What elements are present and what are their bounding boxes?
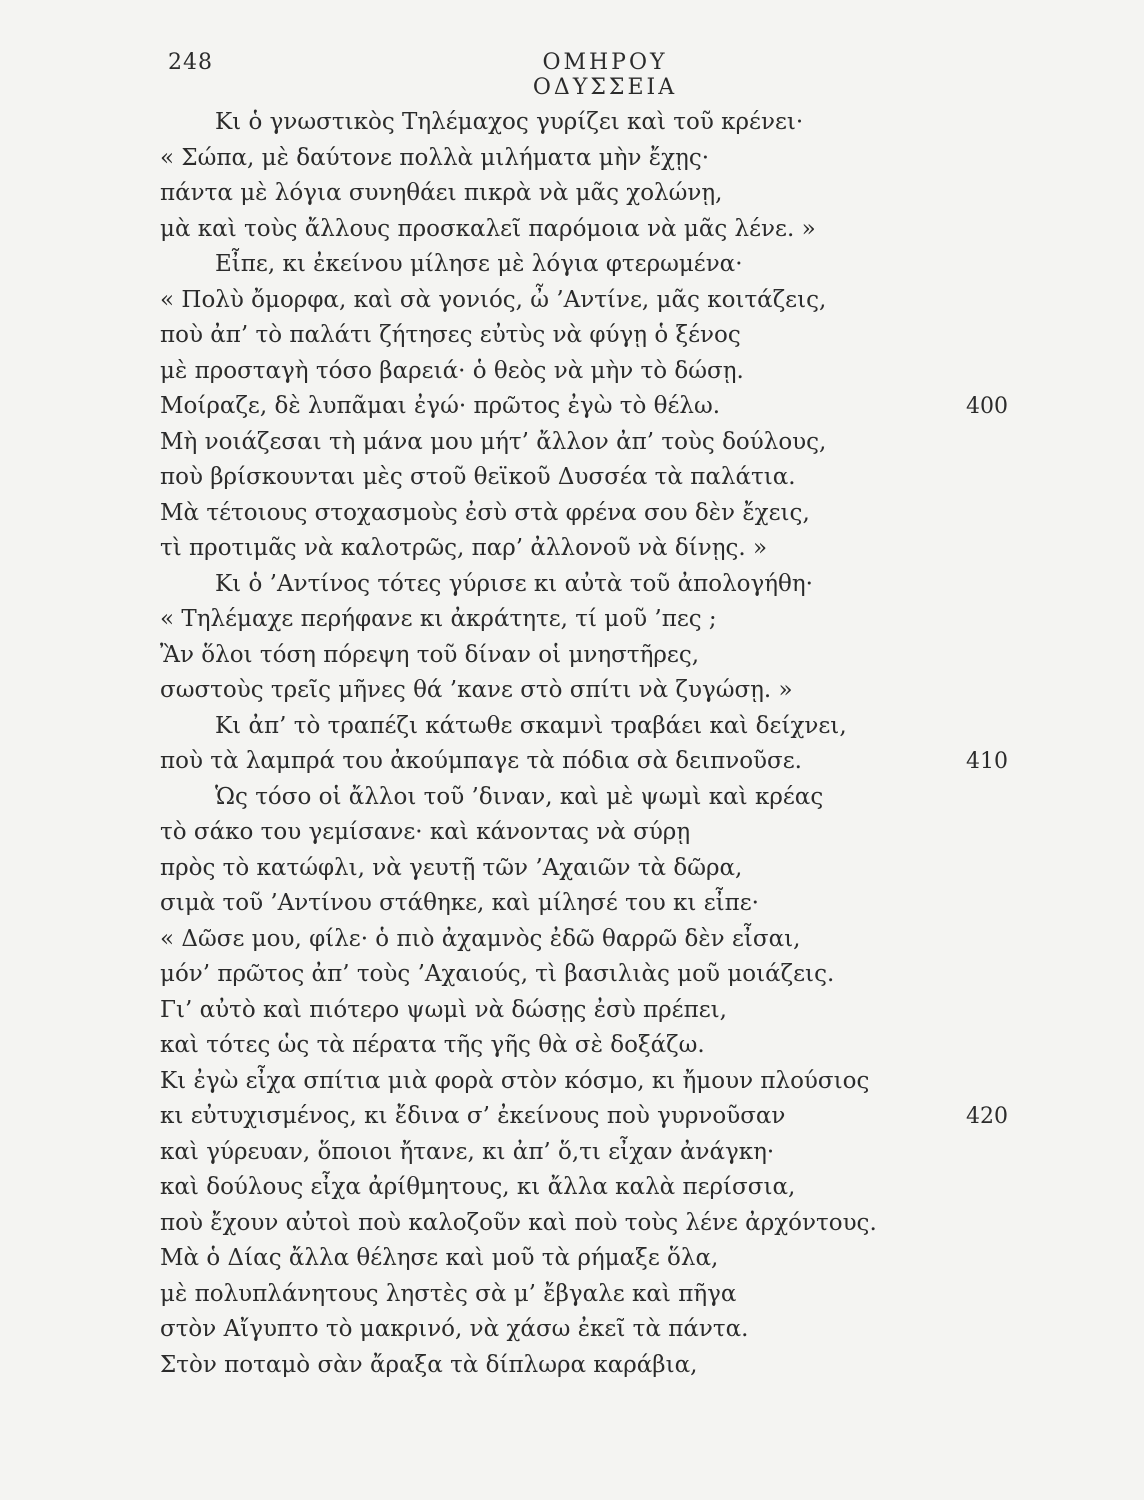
verse-text: Μὴ νοιάζεσαι τὴ μάνα μου μήτ’ ἄλλον ἀπ’ τοὺς δούλους, (160, 428, 827, 455)
line-number: 420 (966, 1104, 1008, 1129)
verse-line (160, 354, 1080, 390)
verse-line (160, 1135, 1080, 1171)
verse-line (160, 1064, 1080, 1100)
verse-text: σιμὰ τοῦ ’Αντίνου στάθηκε, καὶ μίλησέ του κι εἶπε· (160, 890, 759, 916)
verse-text: Κι ὁ ’Αντίνος τότες γύρισε κι αὐτὰ τοῦ ἀπολογήθη· (215, 570, 813, 597)
verse-line (160, 1099, 1080, 1135)
line-number: 410 (966, 749, 1008, 774)
verse-line (160, 283, 1080, 319)
verse-text: ποὺ βρίσκουνται μὲς στοῦ θεϊκοῦ Δυσσέα τὰ παλάτια. (160, 464, 796, 490)
verse-text: ποὺ τὰ λαμπρά του ἀκούμπαγε τὰ πόδια σὰ δειπνοῦσε. (160, 748, 802, 774)
verse-line (160, 247, 1080, 283)
verse-text: Κι ἀπ’ τὸ τραπέζι κάτωθε σκαμνὶ τραβάει καὶ δείχνει, (215, 712, 847, 739)
verse-text: Γι’ αὐτὸ καὶ πιότερο ψωμὶ νὰ δώσῃς ἐσὺ πρέπει, (160, 996, 727, 1023)
verse-text: Μοίραζε, δὲ λυπᾶμαι ἐγώ· πρῶτος ἐγὼ τὸ θέλω. (160, 393, 721, 419)
verse-text: « Σώπα, μὲ δαύτονε πολλὰ μιλήματα μὴν ἔχῃς· (160, 144, 710, 171)
verse-line (160, 673, 1080, 709)
verse-line (160, 709, 1080, 745)
verse-line (160, 1028, 1080, 1064)
verse-text: ποὺ ἀπ’ τὸ παλάτι ζήτησες εὐτὺς νὰ φύγῃ ὁ ξένος (160, 322, 741, 348)
verse-line (160, 1170, 1080, 1206)
verse-line (160, 957, 1080, 993)
verse-line (160, 1277, 1080, 1313)
verse-line (160, 744, 1080, 780)
verse-line (160, 780, 1080, 816)
verse-text: ποὺ ἔχουν αὐτοὶ ποὺ καλοζοῦν καὶ ποὺ τοὺς λένε ἀρχόντους. (160, 1209, 877, 1236)
verse-line (160, 531, 1080, 567)
verse-block (160, 105, 1080, 1383)
verse-line (160, 460, 1080, 496)
verse-text: τὶ προτιμᾶς νὰ καλοτρῶς, παρ’ ἀλλονοῦ νὰ δίνῃς. » (160, 535, 768, 561)
verse-text: Ὡς τόσο οἱ ἄλλοι τοῦ ’διναν, καὶ μὲ ψωμὶ καὶ κρέας (215, 783, 824, 810)
verse-text: πάντα μὲ λόγια συνηθάει πικρὰ νὰ μᾶς χολώνῃ, (160, 180, 723, 206)
verse-text: μὰ καὶ τοὺς ἄλλους προσκαλεῖ παρόμοια νὰ μᾶς λένε. » (160, 215, 816, 242)
verse-line (160, 212, 1080, 248)
verse-text: Κι ἐγὼ εἶχα σπίτια μιὰ φορὰ στὸν κόσμο, κι ἤμουν πλούσιος (160, 1067, 870, 1094)
verse-line (160, 1348, 1080, 1384)
verse-line (160, 176, 1080, 212)
verse-text: Μὰ τέτοιους στοχασμοὺς ἐσὺ στὰ φρένα σου δὲν ἔχεις, (160, 499, 810, 526)
verse-line (160, 105, 1080, 141)
verse-line (160, 815, 1080, 851)
verse-line (160, 318, 1080, 354)
verse-text: πρὸς τὸ κατώφλι, νὰ γευτῇ τῶν ’Αχαιῶν τὰ δῶρα, (160, 854, 743, 881)
page-number: 248 (168, 50, 213, 75)
verse-text: τὸ σάκο του γεμίσανε· καὶ κάνοντας νὰ σύρῃ (160, 819, 691, 845)
verse-text: μὲ πολυπλάνητους ληστὲς σὰ μ’ ἔβγαλε καὶ πῆγα (160, 1280, 737, 1307)
verse-line (160, 851, 1080, 887)
verse-line (160, 886, 1080, 922)
verse-line (160, 496, 1080, 532)
verse-text: καὶ τότες ὡς τὰ πέρατα τῆς γῆς θὰ σὲ δοξάζω. (160, 1032, 705, 1058)
verse-line (160, 638, 1080, 674)
verse-line (160, 1312, 1080, 1348)
verse-text: μὲ προσταγὴ τόσο βαρειά· ὁ θεὸς νὰ μὴν τὸ δώσῃ. (160, 357, 744, 384)
verse-text: καὶ δούλους εἶχα ἀρίθμητους, κι ἄλλα καλὰ περίσσια, (160, 1174, 796, 1200)
line-number: 400 (966, 394, 1008, 419)
verse-text: Ἂν ὅλοι τόση πόρεψη τοῦ δίναν οἱ μνηστῆρες, (160, 641, 700, 668)
verse-text: « Πολὺ ὄμορφα, καὶ σὰ γονιός, ὦ ’Αντίνε, μᾶς κοιτάζεις, (160, 286, 827, 313)
verse-line (160, 425, 1080, 461)
verse-line (160, 993, 1080, 1029)
verse-text: καὶ γύρευαν, ὅποιοι ἤτανε, κι ἀπ’ ὅ,τι εἶχαν ἀνάγκη· (160, 1138, 775, 1165)
verse-text: στὸν Αἴγυπτο τὸ μακρινό, νὰ χάσω ἐκεῖ τὰ πάντα. (160, 1316, 749, 1342)
verse-text: Εἶπε, κι ἐκείνου μίλησε μὲ λόγια φτερωμένα· (215, 251, 743, 277)
verse-line (160, 567, 1080, 603)
verse-line (160, 1206, 1080, 1242)
verse-text: Στὸν ποταμὸ σὰν ἄραξα τὰ δίπλωρα καράβια, (160, 1351, 698, 1378)
verse-text: κι εὐτυχισμένος, κι ἔδινα σ’ ἐκείνους ποὺ γυρνοῦσαν (160, 1103, 786, 1129)
verse-line (160, 602, 1080, 638)
verse-line (160, 389, 1080, 425)
verse-text: Κι ὁ γνωστικὸς Τηλέμαχος γυρίζει καὶ τοῦ κρένει· (215, 109, 804, 135)
verse-text: « Τηλέμαχε περήφανε κι ἀκράτητε, τί μοῦ ’πες ; (160, 606, 717, 632)
verse-line (160, 1241, 1080, 1277)
verse-line (160, 922, 1080, 958)
verse-text: μόν’ πρῶτος ἀπ’ τοὺς ’Αχαιούς, τὶ βασιλιὰς μοῦ μοιάζεις. (160, 961, 835, 987)
verse-text: « Δῶσε μου, φίλε· ὁ πιὸ ἀχαμνὸς ἐδῶ θαρρῶ δὲν εἶσαι, (160, 925, 801, 952)
page-header (168, 50, 1068, 100)
verse-text: σωστοὺς τρεῖς μῆνες θά ’κανε στὸ σπίτι νὰ ζυγώσῃ. » (160, 677, 793, 703)
verse-text: Μὰ ὁ Δίας ἄλλα θέλησε καὶ μοῦ τὰ ρήμαξε ὅλα, (160, 1245, 719, 1271)
verse-line (160, 141, 1080, 177)
running-title: ΟΜΗΡΟΥ ΟΔΥΣΣΕΙΑ (532, 50, 678, 100)
